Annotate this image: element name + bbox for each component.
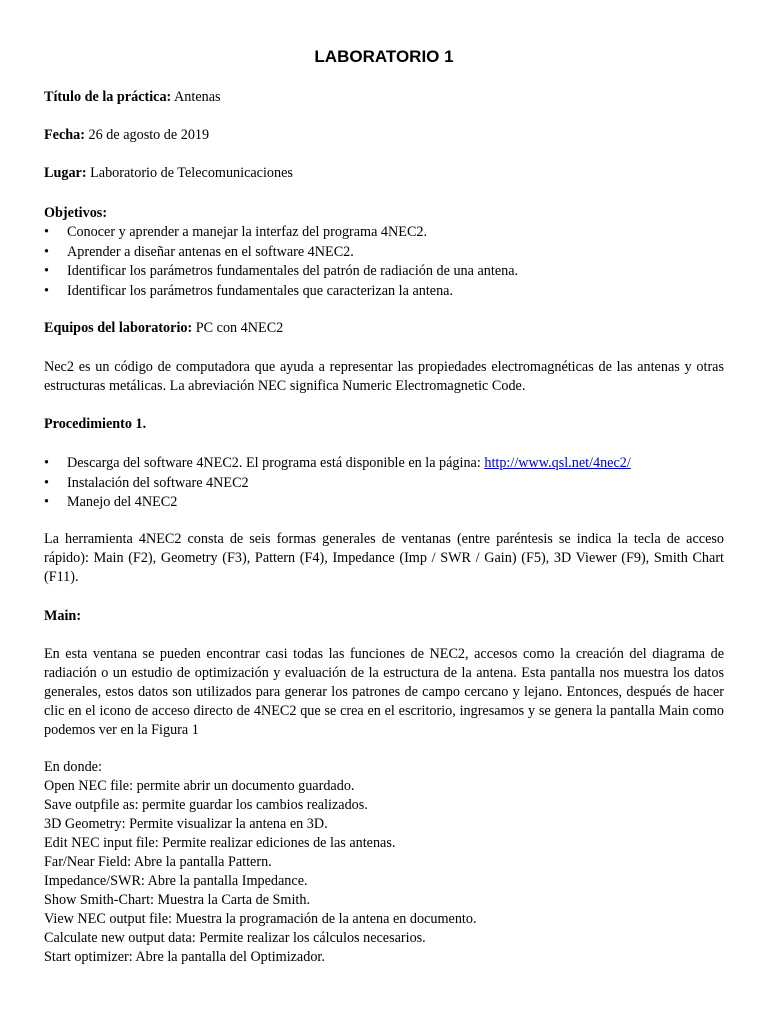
list-item: Open NEC file: permite abrir un documento guardado. [44, 778, 355, 794]
lugar-label: Lugar: [44, 165, 87, 181]
list-item: Edit NEC input file: Permite realizar ediciones de las antenas. [44, 835, 396, 851]
list-item: Show Smith-Chart: Muestra la Carta de Smith. [44, 892, 310, 908]
main-paragraph: En esta ventana se pueden encontrar casi todas las funciones de NEC2, accesos como la creación del diagrama de radiación o un estudio de optimización y evaluación de la estructura de la antena. Esta pantalla nos muestra los datos generales, estos datos son utilizados para generar los patrones de campo cercano y lejano. Entonces, después de hacer clic en el icono de acceso directo de 4NEC2 que se crea en el escritorio, ingresamos y se genera la pantalla Main como podemos ver en la Figura 1 [44, 646, 724, 738]
bullet-icon: • [44, 282, 49, 299]
list-item [44, 223, 724, 243]
bullet-icon: • [44, 455, 49, 471]
bullet-icon: • [44, 224, 49, 240]
download-link[interactable]: http://www.qsl.net/4nec2/ [484, 455, 631, 471]
objetivos-section [44, 204, 724, 301]
list-item: Start optimizer: Abre la pantalla del Optimizador. [44, 949, 325, 965]
list-item [44, 454, 724, 474]
bullet-icon: • [44, 263, 49, 279]
bullet-icon: • [44, 494, 49, 510]
list-item: Save outpfile as: permite guardar los cambios realizados. [44, 797, 368, 813]
list-item [44, 282, 724, 302]
lugar-line [44, 164, 724, 183]
list-item: Far/Near Field: Abre la pantalla Pattern. [44, 854, 272, 870]
titulo-value: Antenas [174, 89, 221, 105]
en-donde-heading: En donde: [44, 759, 102, 775]
list-item: 3D Geometry: Permite visualizar la antena en 3D. [44, 816, 328, 832]
en-donde-section [44, 758, 724, 967]
list-item-text: Manejo del 4NEC2 [67, 494, 178, 510]
herramienta-paragraph: La herramienta 4NEC2 consta de seis formas generales de ventanas (entre paréntesis se indica la tecla de acceso rápido): Main (F2), Geometry (F3), Pattern (F4), Impedance (Imp / SWR / Gain) (F5), 3D Viewer (F9), Smith Chart (F11). [44, 531, 724, 585]
bullet-icon: • [44, 474, 49, 491]
fecha-value: 26 de agosto de 2019 [88, 127, 210, 143]
page-title: LABORATORIO 1 [314, 47, 454, 66]
list-item-text: Instalación del software 4NEC2 [67, 474, 249, 491]
list-item-text: Aprender a diseñar antenas en el software 4NEC2. [67, 243, 354, 260]
main-heading: Main: [44, 608, 82, 624]
list-item-text: Descarga del software 4NEC2. El programa está disponible en la página: [67, 455, 485, 471]
intro-paragraph: Nec2 es un código de computadora que ayuda a representar las propiedades electromagnéticas de las antenas y otras estructuras metálicas. La abreviación NEC significa Numeric Electromagnetic Code. [44, 359, 724, 394]
equipos-line [44, 319, 724, 338]
objetivos-list [44, 223, 724, 301]
list-item [44, 262, 724, 282]
titulo-label: Título de la práctica: [44, 89, 172, 105]
fecha-line [44, 126, 724, 145]
list-item [44, 474, 724, 494]
list-item: Calculate new output data: Permite realizar los cálculos necesarios. [44, 930, 426, 946]
list-item-text: Conocer y aprender a manejar la interfaz del programa 4NEC2. [67, 224, 428, 240]
list-item [44, 493, 724, 513]
list-item-text: Identificar los parámetros fundamentales del patrón de radiación de una antena. [67, 263, 519, 279]
list-item: Impedance/SWR: Abre la pantalla Impedance. [44, 873, 308, 889]
lugar-value: Laboratorio de Telecomunicaciones [90, 165, 293, 181]
list-item-text: Identificar los parámetros fundamentales que caracterizan la antena. [67, 282, 454, 299]
procedimiento-section [44, 454, 724, 513]
objetivos-heading: Objetivos: [44, 205, 108, 221]
procedimiento-heading: Procedimiento 1. [44, 416, 147, 432]
equipos-value: PC con 4NEC2 [195, 320, 284, 336]
titulo-line [44, 88, 724, 107]
equipos-label: Equipos del laboratorio: [44, 320, 193, 336]
list-item [44, 243, 724, 263]
bullet-icon: • [44, 243, 49, 260]
fecha-label: Fecha: [44, 127, 85, 143]
procedimiento-list [44, 454, 724, 513]
list-item: View NEC output file: Muestra la programación de la antena en documento. [44, 911, 477, 927]
